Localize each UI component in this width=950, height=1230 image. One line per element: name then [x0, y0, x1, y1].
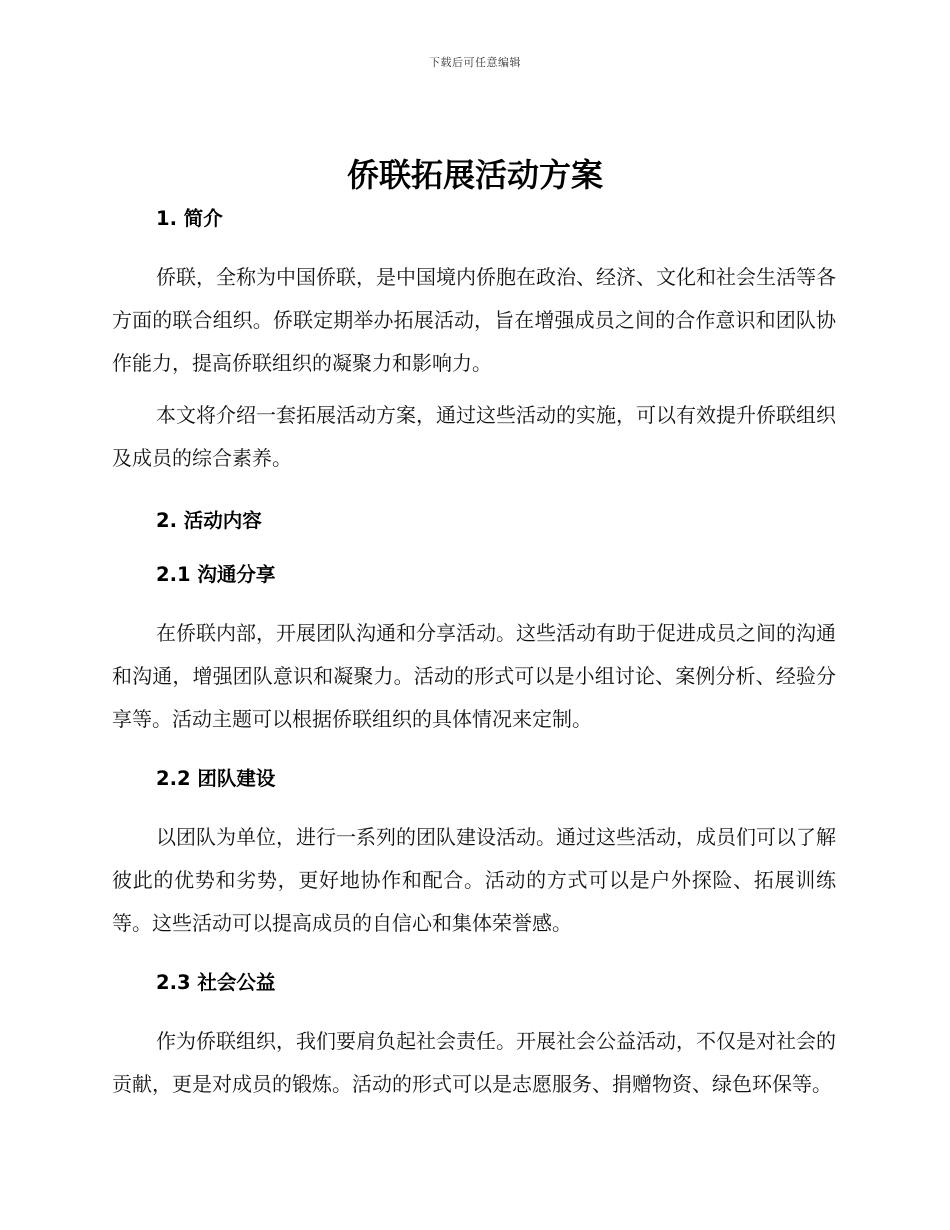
intro-paragraph-2: 本文将介绍一套拓展活动方案，通过这些活动的实施，可以有效提升侨联组织及成员的综合素养。	[112, 403, 836, 470]
communication-paragraph: 在侨联内部，开展团队沟通和分享活动。这些活动有助于促进成员之间的沟通和沟通，增强团队意识和凝聚力。活动的形式可以是小组讨论、案例分析、经验分享等。活动主题可以根据侨联组织的具体情况来定制。	[112, 621, 836, 731]
section-heading-team-building: 2.2 团队建设	[156, 767, 276, 790]
page-title: 侨联拓展活动方案	[346, 156, 603, 194]
section-heading-intro: 1. 简介	[156, 207, 223, 230]
section-heading-communication: 2.1 沟通分享	[156, 563, 276, 586]
header-note: 下载后可任意编辑	[429, 56, 521, 69]
document-body	[112, 202, 836, 1106]
public-welfare-paragraph: 作为侨联组织，我们要肩负起社会责任。开展社会公益活动，不仅是对社会的贡献，更是对成员的锻炼。活动的形式可以是志愿服务、捐赠物资、绿色环保等。	[112, 1029, 836, 1096]
team-building-paragraph: 以团队为单位，进行一系列的团队建设活动。通过这些活动，成员们可以了解彼此的优势和劣势，更好地协作和配合。活动的方式可以是户外探险、拓展训练等。这些活动可以提高成员的自信心和集体荣誉感。	[112, 825, 836, 935]
section-heading-public-welfare: 2.3 社会公益	[156, 971, 276, 994]
intro-paragraph-1: 侨联，全称为中国侨联，是中国境内侨胞在政治、经济、文化和社会生活等各方面的联合组织。侨联定期举办拓展活动，旨在增强成员之间的合作意识和团队协作能力，提高侨联组织的凝聚力和影响力。	[112, 265, 836, 375]
section-heading-activities: 2. 活动内容	[156, 509, 262, 532]
